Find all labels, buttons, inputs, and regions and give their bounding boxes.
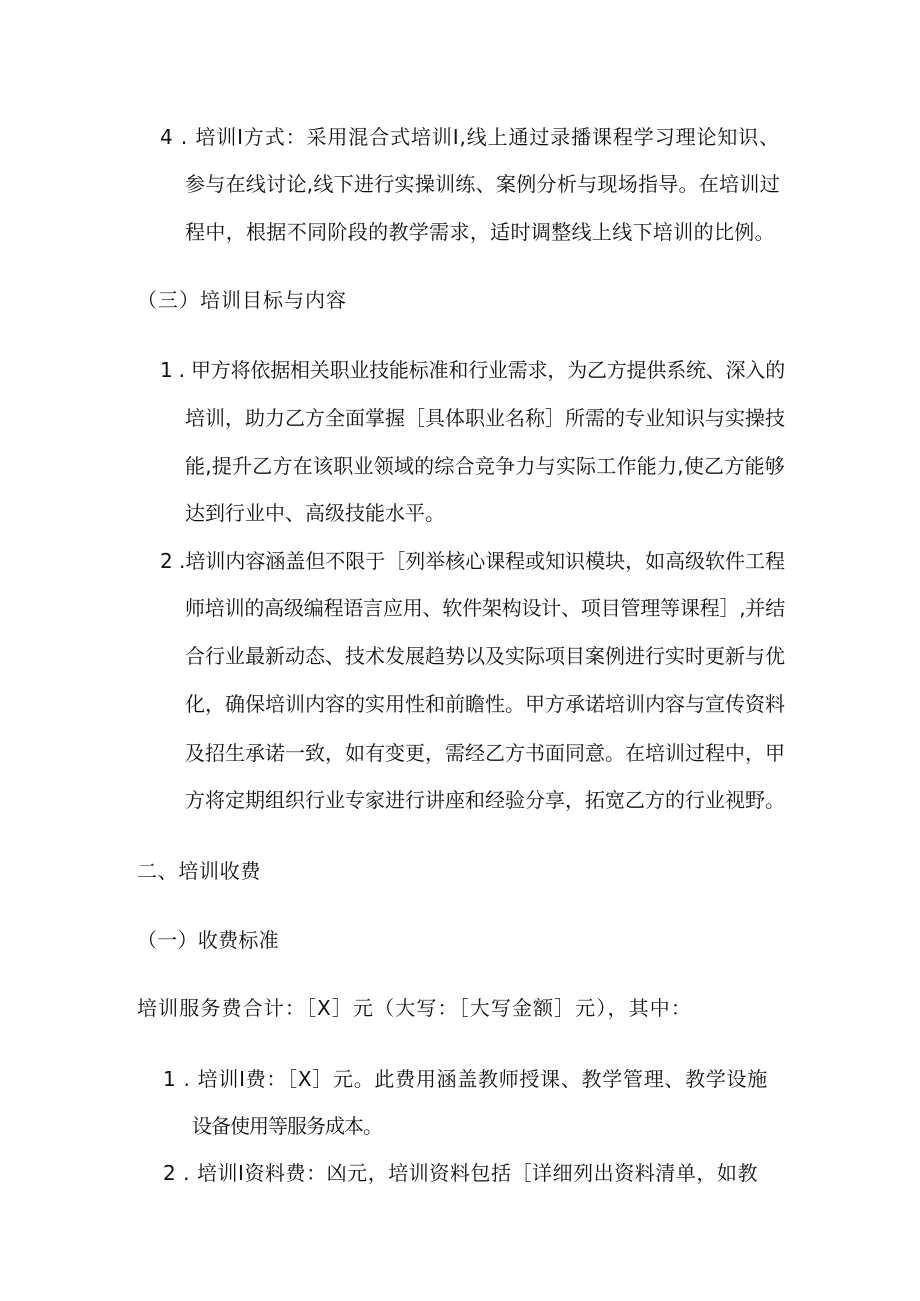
heading-section-2: 二、培训收费 (137, 859, 261, 883)
item-2-line-3: 合行业最新动态、技术发展趋势以及实际项目案例进行实时更新与优 (185, 644, 785, 668)
item-2-line-2: 师培训的高级编程语言应用、软件架构设计、项目管理等课程］,并结 (185, 596, 785, 620)
item-1-line-3: 能,提升乙方在该职业领域的综合竞争力与实际工作能力,使乙方能够 (185, 454, 785, 478)
section-4-line-1: 4 . 培训I方式：采用混合式培训I,线上通过录播课程学习理论知识、 (160, 125, 780, 149)
item-2-line-5: 及招生承诺一致，如有变更，需经乙方书面同意。在培训过程中，甲 (185, 741, 785, 765)
section-4-line-2: 参与在线讨论,线下进行实操训练、案例分析与现场指导。在培训过 (185, 172, 780, 196)
item-2-line-6: 方将定期组织行业专家进行讲座和经验分享，拓宽乙方的行业视野。 (185, 788, 785, 812)
item-2-line-4: 化，确保培训内容的实用性和前瞻性。甲方承诺培训内容与宣传资料 (185, 692, 785, 716)
heading-section-3: （三）培训目标与内容 (137, 288, 347, 312)
fee-2-line-1: 2 . 培训I资料费：凶元，培训资料包括［详细列出资料清单，如教 (163, 1161, 758, 1185)
item-1-line-2: 培训，助力乙方全面掌握［具体职业名称］所需的专业知识与实操技 (185, 406, 785, 430)
fee-total-line: 培训服务费合计：［X］元（大写：［大写金额］元），其中： (137, 996, 692, 1020)
item-2-line-1: 2 .培训内容涵盖但不限于［列举核心课程或知识模块，如高级软件工程 (160, 549, 785, 573)
heading-fee-standard: （一）收费标准 (137, 928, 279, 952)
item-1-line-4: 达到行业中、高级技能水平。 (185, 501, 445, 525)
item-1-line-1: 1 . 甲方将依据相关职业技能标准和行业需求，为乙方提供系统、深入的 (160, 358, 785, 382)
section-4-line-3: 程中，根据不同阶段的教学需求，适时调整线上线下培训的比例。 (185, 220, 775, 244)
fee-1-line-1: 1 . 培训I费：［X］元。此费用涵盖教师授课、教学管理、教学设施 (163, 1067, 768, 1091)
fee-1-line-2: 设备使用等服务成本。 (192, 1114, 382, 1138)
